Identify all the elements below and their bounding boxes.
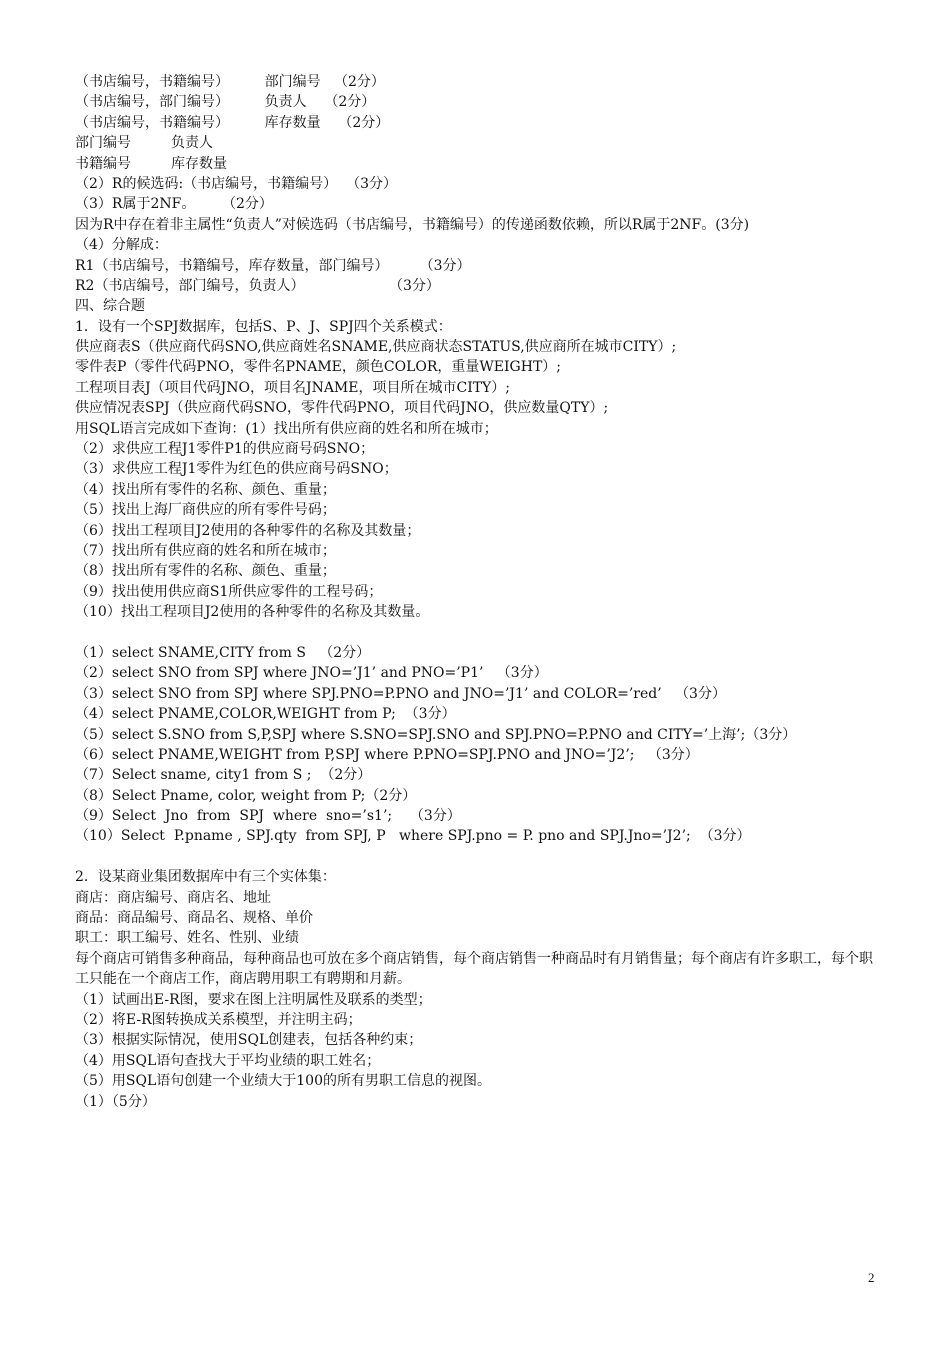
text-line: （5）找出上海厂商供应的所有零件号码； — [75, 502, 336, 519]
text-line: （6）select PNAME,WEIGHT from P,SPJ where P.PNO=SPJ.PNO and JNO=’J2’; （3分） — [75, 746, 699, 763]
answer-block-normalization — [75, 72, 885, 623]
text-line: 2．设某商业集团数据库中有三个实体集： — [75, 869, 336, 886]
text-line: （6）找出工程项目J2使用的各种零件的名称及其数量； — [75, 522, 421, 539]
text-line: （2）求供应工程J1零件P1的供应商号码SNO； — [75, 441, 375, 458]
text-line: （书店编号，书籍编号） 部门编号 （2分） — [75, 74, 385, 90]
text-line: （9）找出使用供应商S1所供应零件的工程号码； — [75, 583, 383, 600]
text-line: （1）select SNAME,CITY from S （2分） — [75, 644, 371, 661]
text-line: （10）找出工程项目J2使用的各种零件的名称及其数量。 — [75, 604, 430, 621]
text-line: （书店编号，部门编号） 负责人 （2分） — [75, 94, 376, 111]
text-line: （4）分解成： — [75, 237, 168, 254]
text-line: （3）求供应工程J1零件为红色的供应商号码SNO； — [75, 461, 398, 478]
text-line: （1）试画出E-R图，要求在图上注明属性及联系的类型； — [75, 991, 432, 1008]
text-line: R1（书店编号，书籍编号，库存数量，部门编号） （3分） — [75, 257, 471, 274]
text-line: 部门编号 负责人 — [75, 135, 214, 152]
text-line: （5）用SQL语句创建一个业绩大于100的所有男职工信息的视图。 — [75, 1073, 491, 1090]
page-number: 2 — [868, 1270, 875, 1285]
text-line: （2）将E-R图转换成关系模型，并注明主码； — [75, 1012, 362, 1028]
text-line: （4）用SQL语句查找大于平均业绩的职工姓名； — [75, 1052, 381, 1069]
question-block-er — [75, 867, 885, 1112]
text-line: 用SQL语言完成如下查询：(1）找出所有供应商的姓名和所在城市； — [75, 420, 498, 437]
text-line: （8）Select Pname, color, weight from P;（2分） — [75, 787, 417, 804]
text-line: （3）select SNO from SPJ where SPJ.PNO=P.PNO and JNO=’J1’ and COLOR=’red’ （3分） — [75, 685, 726, 702]
answer-block-sql — [75, 643, 885, 847]
text-line: （5）select S.SNO from S,P,SPJ where S.SNO=SPJ.SNO and SPJ.PNO=P.PNO and CITY=’上海’;（3分） — [75, 726, 797, 743]
text-line: （4）找出所有零件的名称、颜色、重量； — [75, 481, 336, 498]
text-line: （7）Select sname, city1 from S ; （2分） — [75, 767, 372, 784]
text-line: 每个商店可销售多种商品，每种商品也可放在多个商店销售，每个商店销售一种商品时有月销售量；每个商店有许多职工，每个职工只能在一个商店工作，商店聘用职工有聘期和月薪。 — [75, 950, 873, 988]
text-line: R2（书店编号，部门编号，负责人） （3分） — [75, 277, 440, 294]
text-line: （7）找出所有供应商的姓名和所在城市； — [75, 542, 336, 559]
text-line: 四、综合题 — [75, 298, 145, 315]
text-line: 商店：商店编号、商店名、地址 — [75, 889, 271, 906]
text-line: （2）select SNO from SPJ where JNO=’J1’ and PNO=’P1’ （3分） — [75, 665, 548, 682]
text-line: （1）（5分） — [75, 1093, 156, 1110]
text-line: （10）Select P.pname , SPJ.qty from SPJ, P where SPJ.pno = P. pno and SPJ.Jno=’J2’; （3分） — [75, 828, 751, 845]
text-line: 1．设有一个SPJ数据库，包括S、P、J、SPJ四个关系模式： — [75, 318, 452, 335]
page-content — [75, 72, 885, 1112]
text-line: （8）找出所有零件的名称、颜色、重量； — [75, 563, 336, 580]
text-line: 供应商表S（供应商代码SNO,供应商姓名SNAME,供应商状态STATUS,供应商所在城市CITY）; — [75, 339, 677, 356]
text-line: 零件表P（零件代码PNO，零件名PNAME，颜色COLOR，重量WEIGHT）; — [75, 359, 561, 376]
text-line: （3）根据实际情况，使用SQL创建表，包括各种约束； — [75, 1032, 423, 1049]
text-line: （4）select PNAME,COLOR,WEIGHT from P; （3分） — [75, 706, 456, 723]
text-line: （3）R属于2NF。 （2分） — [75, 196, 273, 213]
text-line: （2）R的候选码:（书店编号，书籍编号） （3分） — [75, 175, 397, 192]
text-line: 职工：职工编号、姓名、性别、业绩 — [75, 930, 299, 947]
text-line: （9）Select Jno from SPJ where sno=’s1’; （3分） — [75, 808, 461, 825]
blank-line — [75, 847, 885, 867]
blank-line — [75, 623, 885, 643]
text-line: 供应情况表SPJ（供应商代码SNO，零件代码PNO，项目代码JNO，供应数量QTY）; — [75, 400, 609, 417]
text-line: 书籍编号 库存数量 — [75, 155, 228, 172]
text-line: 因为R中存在着非主属性“负责人”对候选码（书店编号，书籍编号）的传递函数依赖，所以R属于2NF。(3分) — [75, 216, 750, 233]
text-line: 工程项目表J（项目代码JNO，项目名JNAME，项目所在城市CITY）; — [75, 379, 511, 396]
text-line: 商品：商品编号、商品名、规格、单价 — [75, 910, 313, 927]
text-line: （书店编号，书籍编号） 库存数量 （2分） — [75, 114, 390, 131]
